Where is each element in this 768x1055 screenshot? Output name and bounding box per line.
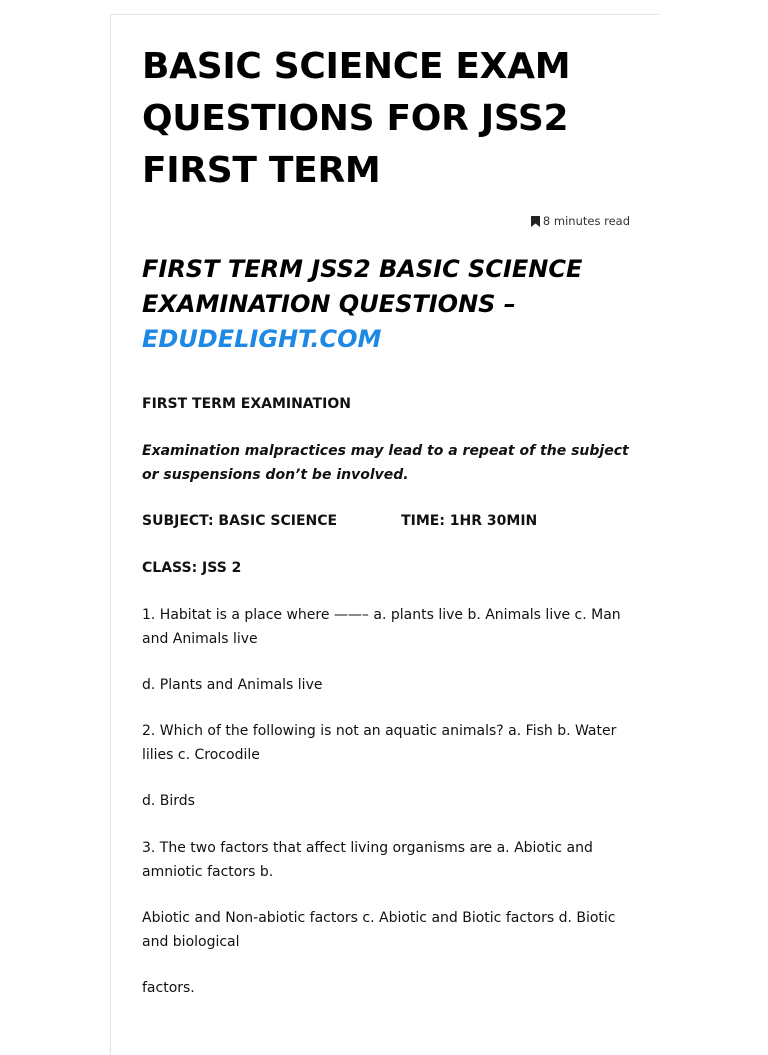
subject-line xyxy=(142,510,632,534)
exam-heading: FIRST TERM EXAMINATION xyxy=(142,396,351,412)
bookmark-icon xyxy=(531,216,540,227)
malpractice-warning: Examination malpractices may lead to a repeat of the subject or suspensions don’t be involved. xyxy=(142,443,629,483)
question-3: 3. The two factors that affect living organisms are a. Abiotic and amniotic factors b. xyxy=(142,840,593,880)
article-title: BASIC SCIENCE EXAM QUESTIONS FOR JSS2 FIRST TERM xyxy=(142,46,571,191)
edudelight-link[interactable]: EDUDELIGHT.COM xyxy=(142,325,382,353)
question-2-option-d: d. Birds xyxy=(142,793,195,809)
question-3-end: factors. xyxy=(142,980,195,996)
article-subtitle xyxy=(142,252,622,357)
read-time xyxy=(531,214,630,228)
article-card xyxy=(110,14,659,1055)
class-label: CLASS: JSS 2 xyxy=(142,560,242,576)
read-time-label: 8 minutes read xyxy=(542,214,630,228)
time-label: TIME: 1HR 30MIN xyxy=(401,513,538,529)
question-1: 1. Habitat is a place where ——– a. plants live b. Animals live c. Man and Animals live xyxy=(142,607,621,647)
question-1-option-d: d. Plants and Animals live xyxy=(142,677,323,693)
question-2: 2. Which of the following is not an aquatic animals? a. Fish b. Water lilies c. Crocodile xyxy=(142,723,617,763)
question-3-options: Abiotic and Non-abiotic factors c. Abiotic and Biotic factors d. Biotic and biological xyxy=(142,910,616,950)
subject-label: SUBJECT: BASIC SCIENCE xyxy=(142,513,338,529)
subtitle-text: FIRST TERM JSS2 BASIC SCIENCE EXAMINATION QUESTIONS – xyxy=(142,255,583,318)
